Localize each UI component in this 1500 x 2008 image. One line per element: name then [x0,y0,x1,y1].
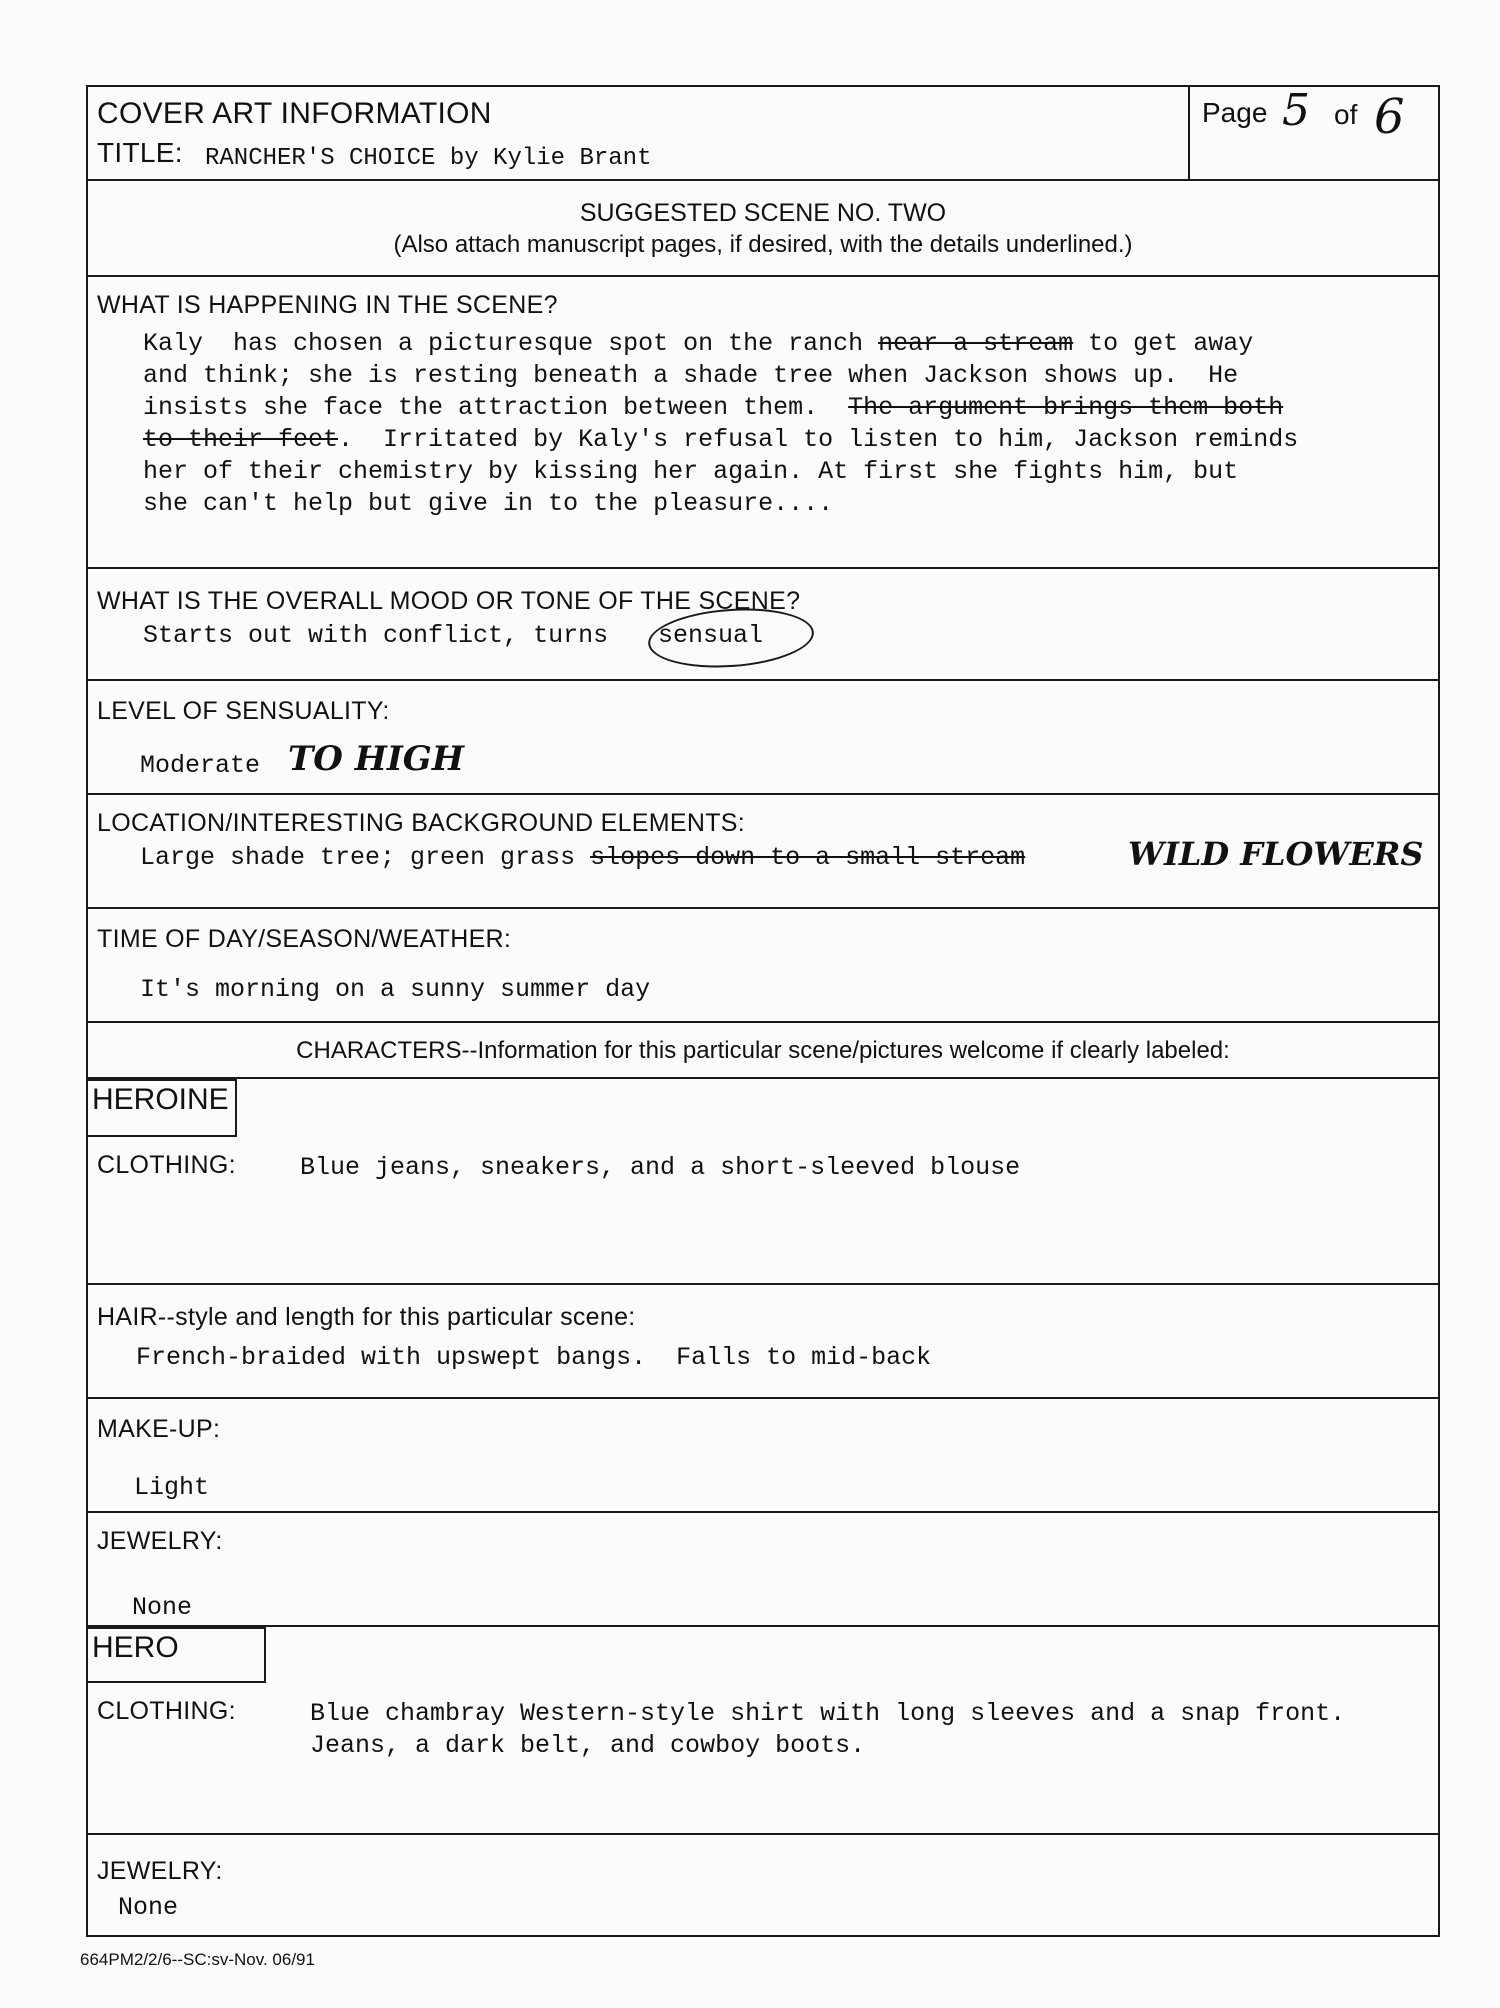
happening-section [88,277,1438,569]
sensuality-section [88,681,1438,795]
mood-value: Starts out with conflict, turns [143,621,624,650]
scene-heading-section [88,181,1438,277]
heroine-clothing-value: Blue jeans, sneakers, and a short-sleeved blouse [300,1153,1021,1182]
mood-section [88,569,1438,681]
time-value: It's morning on a sunny summer day [140,975,651,1004]
page-label: Page [1202,97,1268,128]
heroine-jewelry-section [88,1513,1438,1627]
happening-line-2: and think; she is resting beneath a shade tree when Jackson shows up. He [143,361,1239,390]
struck-text: near a stream [878,329,1074,358]
heroine-tag: HEROINE [86,1079,237,1137]
cover-art-form [86,85,1440,1937]
location-line [140,843,1025,872]
hero-jewelry-value: None [118,1893,179,1922]
header-section [88,87,1438,181]
heroine-clothing-section [88,1079,1438,1285]
form-code-footer: 664PM2/2/6--SC:sv-Nov. 06/91 [80,1950,315,1969]
hero-jewelry-label: JEWELRY: [97,1857,223,1885]
struck-text: slopes down to a small stream [590,843,1026,872]
happening-line-5: her of their chemistry by kissing her again. At first she fights him, but [143,457,1239,486]
heroine-hair-value: French-braided with upswept bangs. Falls to mid-back [136,1343,932,1372]
hero-jewelry-section [88,1835,1438,1939]
scene-heading: SUGGESTED SCENE NO. TWO [579,199,947,227]
book-title: RANCHER'S CHOICE by Kylie Brant [205,145,652,172]
happening-line-4 [143,425,1298,454]
sensuality-value: Moderate [140,751,261,780]
hero-clothing-line-2: Jeans, a dark belt, and cowboy boots. [310,1731,866,1760]
happening-line-6: she can't help but give in to the pleasure.... [143,489,834,518]
sensuality-handwritten: TO HIGH [288,739,464,779]
hero-tag: HERO [86,1627,266,1683]
hero-clothing-section [88,1627,1438,1835]
location-label: LOCATION/INTERESTING BACKGROUND ELEMENTS: [97,809,746,837]
sensuality-label: LEVEL OF SENSUALITY: [97,697,390,725]
happening-text: insists she face the attraction between them. [143,393,849,422]
location-section [88,795,1438,909]
characters-section [88,1023,1438,1079]
mood-label: WHAT IS THE OVERALL MOOD OR TONE OF THE SCENE? [97,587,801,615]
happening-text: . Irritated by Kaly's refusal to listen to him, Jackson reminds [338,425,1299,454]
heroine-makeup-value: Light [134,1473,210,1502]
page-total: 6 [1374,89,1405,145]
time-label: TIME OF DAY/SEASON/WEATHER: [97,925,512,953]
hero-clothing-line-1: Blue chambray Western-style shirt with long sleeves and a snap front. [310,1699,1346,1728]
location-handwritten: WILD FLOWERS [1128,835,1424,873]
page-number-box [1188,87,1442,179]
mood-circled-value: sensual [658,621,764,650]
heroine-makeup-section [88,1399,1438,1513]
happening-text: Kaly has chosen a picturesque spot on the ranch [143,329,879,358]
happening-text: to get away [1073,329,1254,358]
happening-line-1 [143,329,1253,358]
heroine-clothing-label: CLOTHING: [97,1151,236,1179]
struck-text: The argument brings them both [848,393,1284,422]
page-of-label: of [1334,99,1358,130]
location-value: Large shade tree; green grass [140,843,591,872]
heroine-jewelry-label: JEWELRY: [97,1527,223,1555]
heroine-hair-label: HAIR--style and length for this particular scene: [97,1303,636,1331]
page-current: 5 [1282,85,1310,136]
title-label: TITLE: [97,137,183,168]
scene-subheading: (Also attach manuscript pages, if desired, with the details underlined.) [393,231,1133,258]
heroine-makeup-label: MAKE-UP: [97,1415,221,1443]
struck-text: to their feet [143,425,339,454]
form-title: COVER ART INFORMATION [97,97,492,130]
heroine-jewelry-value: None [132,1593,193,1622]
happening-label: WHAT IS HAPPENING IN THE SCENE? [97,291,558,319]
characters-heading: CHARACTERS--Information for this particular scene/pictures welcome if clearly labeled: [296,1037,1230,1064]
hero-clothing-label: CLOTHING: [97,1697,236,1725]
happening-line-3 [143,393,1283,422]
time-section [88,909,1438,1023]
heroine-hair-section [88,1285,1438,1399]
